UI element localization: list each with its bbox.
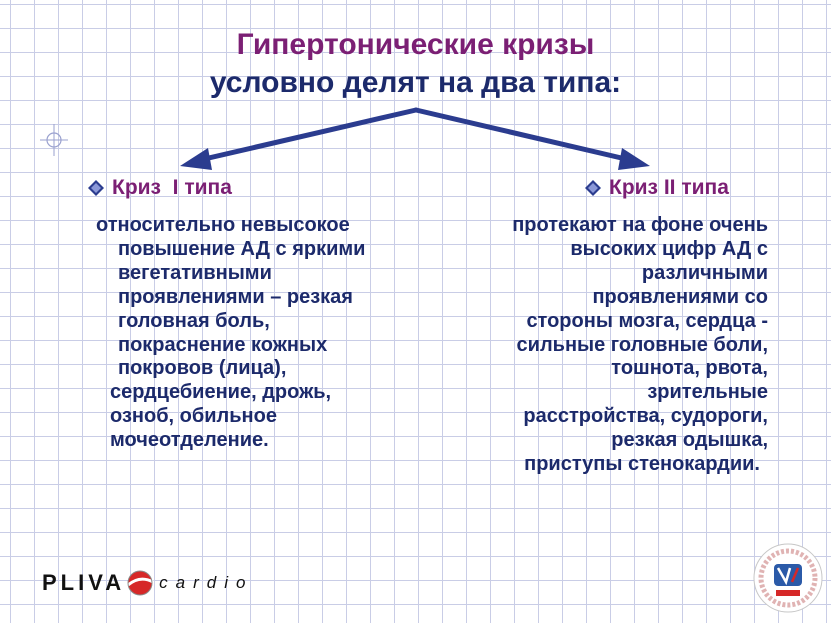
logo-brand: PLIVA: [42, 570, 126, 595]
arrow-right: [416, 110, 650, 170]
description-line: относительно невысокое: [96, 214, 350, 236]
description-line: вегетативными: [118, 261, 272, 284]
description-line: зрительные: [647, 381, 768, 404]
description-line: приступы стенокардии.: [524, 453, 760, 476]
description-line: резкая одышка,: [611, 429, 768, 452]
crisis-type-2-description: [456, 214, 768, 477]
description-line: проявлениями со: [592, 285, 768, 308]
description-line: тошнота, рвота,: [611, 357, 768, 380]
crisis-type-1-description: [96, 214, 396, 453]
crisis-type-2-title: Криз II типа: [609, 176, 729, 199]
description-line: покраснение кожных: [118, 333, 328, 356]
pliva-swoosh-icon: [125, 568, 155, 598]
logo-sub: cardio: [159, 573, 254, 592]
description-line: головная боль,: [118, 309, 270, 332]
description-line: высоких цифр АД с: [570, 237, 768, 260]
diamond-bullet-icon: [88, 180, 104, 196]
description-line: озноб, обильное: [110, 405, 277, 428]
description-line: повышение АД с яркими: [118, 237, 366, 260]
crisis-type-1-title: Криз I типа: [112, 176, 232, 199]
description-line: протекают на фоне очень: [512, 214, 768, 236]
title-line-1: Гипертонические кризы: [236, 28, 595, 61]
description-line: расстройства, судороги,: [523, 405, 768, 428]
description-line: проявлениями – резкая: [118, 285, 353, 308]
crosshair-cursor-icon: [38, 122, 70, 158]
description-line: сильные головные боли,: [516, 333, 768, 356]
description-line: стороны мозга, сердца -: [526, 309, 768, 332]
crisis-type-1-heading: [88, 176, 232, 200]
diamond-bullet-icon: [585, 180, 601, 196]
arrow-left: [180, 110, 416, 170]
crisis-type-2-heading: [585, 176, 729, 200]
title-line-2: условно делят на два типа:: [209, 66, 622, 99]
pliva-cardio-logo: [42, 568, 253, 598]
description-line: мочеотделение.: [110, 429, 269, 452]
school-of-health-badge-icon: [752, 538, 824, 618]
description-line: покровов (лица),: [118, 357, 287, 380]
description-line: различными: [641, 261, 768, 284]
description-line: сердцебиение, дрожь,: [110, 381, 332, 404]
